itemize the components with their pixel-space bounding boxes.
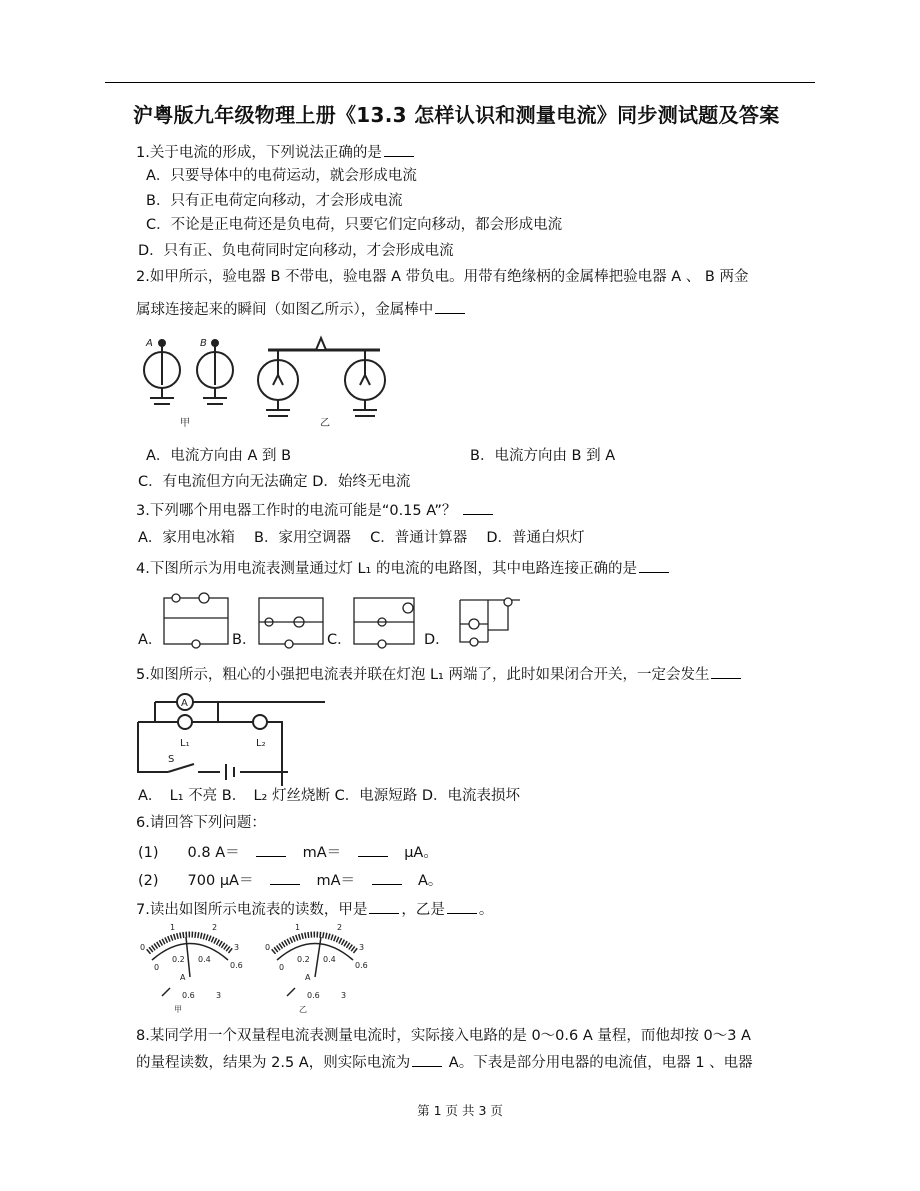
header-rule: [105, 82, 815, 83]
svg-text:0.2: 0.2: [172, 955, 185, 964]
label-yi: 乙: [320, 418, 330, 429]
svg-text:2: 2: [337, 923, 343, 932]
svg-text:0.2: 0.2: [297, 955, 310, 964]
svg-text:A: A: [305, 973, 311, 982]
svg-text:0: 0: [140, 943, 146, 952]
svg-text:0: 0: [265, 943, 271, 952]
label-a: A: [146, 338, 153, 349]
q7-stem: 7.读出如图所示电流表的读数，甲是 ，乙是 。: [136, 899, 493, 920]
svg-text:0.6: 0.6: [182, 991, 195, 1000]
q3-stem: 3.下列哪个用电器工作时的电流可能是“0.15 A”？: [136, 500, 495, 521]
lamp-l1: [178, 715, 192, 729]
switch-label: S: [168, 754, 175, 765]
q1-stem: 1.关于电流的形成，下列说法正确的是: [136, 142, 416, 163]
svg-text:2: 2: [212, 923, 218, 932]
svg-text:0: 0: [279, 963, 285, 972]
svg-text:1: 1: [170, 923, 176, 932]
svg-text:甲: 甲: [174, 1005, 182, 1014]
q6-stem: 6.请回答下列问题：: [136, 815, 266, 831]
svg-text:3: 3: [341, 991, 347, 1000]
electroscope-a2: [258, 350, 298, 416]
q6-part2: (2) 700 μA＝ mA＝ A。: [138, 870, 442, 891]
svg-text:3: 3: [359, 943, 365, 952]
q2-option-a: A．电流方向由 A 到 B: [146, 448, 292, 464]
q2-stem-line2: 属球连接起来的瞬间（如图乙所示），金属棒中: [136, 299, 467, 320]
l1-label: L₁: [180, 738, 190, 749]
svg-text:0.6: 0.6: [230, 961, 243, 970]
ammeter-jia: [140, 922, 243, 1014]
label-jia: 甲: [180, 418, 190, 429]
lamp-l2: [253, 715, 267, 729]
svg-text:乙: 乙: [299, 1005, 307, 1014]
electroscope-b: [197, 340, 233, 404]
circuit-option-c: [352, 592, 422, 648]
q2-option-b: B．电流方向由 B 到 A: [470, 448, 616, 464]
q5-options: A． L₁ 不亮 B． L₂ 灯丝烧断 C．电源短路 D．电流表损坏: [138, 788, 520, 804]
electroscope-a: [144, 340, 180, 404]
q4-label-c: C．: [327, 632, 352, 648]
q2-option-cd: C．有电流但方向无法确定 D．始终无电流: [138, 474, 411, 490]
ammeter-yi: [265, 922, 368, 1014]
q1-option-a: A．只要导体中的电荷运动，就会形成电流: [146, 168, 417, 184]
svg-text:0.4: 0.4: [198, 955, 211, 964]
q5-circuit: [130, 682, 290, 778]
svg-text:0: 0: [154, 963, 160, 972]
svg-text:0.6: 0.6: [307, 991, 320, 1000]
page-title: 沪粤版九年级物理上册《13.3 怎样认识和测量电流》同步测试题及答案: [133, 103, 780, 127]
l2-label: L₂: [256, 738, 266, 749]
circuit-option-b: [257, 592, 327, 648]
svg-text:3: 3: [234, 943, 240, 952]
svg-text:0.6: 0.6: [355, 961, 368, 970]
circuit-option-a: [162, 592, 232, 648]
svg-text:1: 1: [295, 923, 301, 932]
page-footer: 第 1 页 共 3 页: [417, 1103, 503, 1118]
electroscope-figure: [140, 330, 390, 430]
electroscope-b2: [345, 350, 385, 416]
q4-label-d: D．: [424, 632, 450, 648]
q1-option-d: D．只有正、负电荷同时定向移动，才会形成电流: [138, 243, 454, 259]
circuit-option-d: [448, 590, 518, 646]
q5-stem: 5.如图所示，粗心的小强把电流表并联在灯泡 L₁ 两端了，此时如果闭合开关，一定会发生: [136, 664, 743, 685]
q6-part1: (1) 0.8 A＝ mA＝ μA。: [138, 842, 438, 863]
insulated-handle: [316, 338, 326, 350]
q2-stem-line1: 2.如甲所示，验电器 B 不带电，验电器 A 带负电。用带有绝缘柄的金属棒把验电器 A 、 B 两金: [136, 269, 749, 285]
q1-option-b: B．只有正电荷定向移动，才会形成电流: [146, 193, 403, 209]
q4-label-a: A．: [138, 632, 163, 648]
svg-text:A: A: [180, 973, 186, 982]
q8-line2: 的量程读数，结果为 2.5 A，则实际电流为 A。下表是部分用电器的电流值，电器 1 、电器: [136, 1052, 753, 1073]
svg-text:3: 3: [216, 991, 222, 1000]
label-b: B: [200, 338, 207, 349]
q8-line1: 8.某同学用一个双量程电流表测量电流时，实际接入电路的是 0～0.6 A 量程，而他却按 0～3 A: [136, 1028, 751, 1044]
q4-stem: 4.下图所示为用电流表测量通过灯 L₁ 的电流的电路图，其中电路连接正确的是: [136, 558, 671, 579]
q4-label-b: B．: [232, 632, 257, 648]
ammeter-label: A: [181, 698, 188, 709]
q1-option-c: C．不论是正电荷还是负电荷，只要它们定向移动，都会形成电流: [146, 217, 563, 233]
q3-options: A．家用电冰箱 B．家用空调器 C．普通计算器 D．普通白炽灯: [138, 530, 585, 546]
svg-text:0.4: 0.4: [323, 955, 336, 964]
